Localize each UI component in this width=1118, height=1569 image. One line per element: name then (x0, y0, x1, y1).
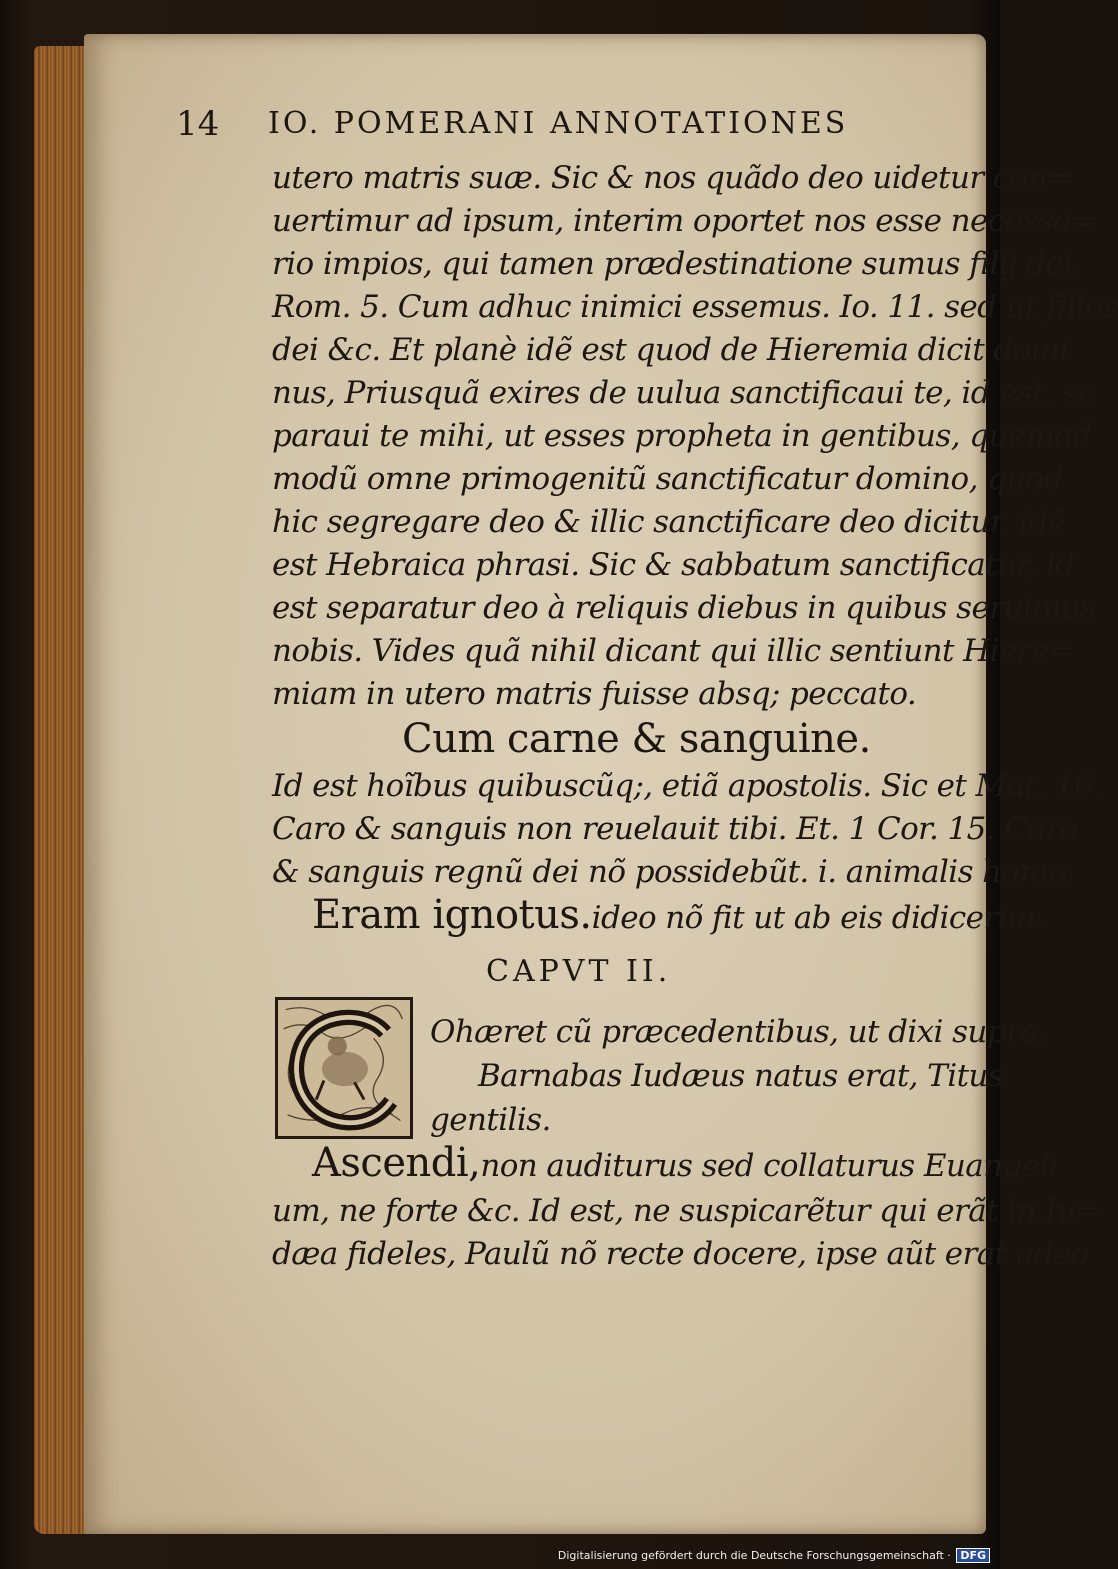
text-line: utero matris suæ. Sic & nos quãdo deo uidetur con= (272, 160, 1073, 196)
text-line: est Hebraica phrasi. Sic & sabbatum sanctificatur, id (272, 547, 1075, 583)
text-line: & sanguis regnũ dei nõ possidebũt. i. animalis homo. (272, 854, 1076, 890)
lemma-line (312, 1140, 1058, 1186)
text-line: miam in utero matris fuisse absq; peccato. (272, 676, 917, 712)
credit-text: Digitalisierung gefördert durch die Deutsche Forschungsgemeinschaft · (557, 1549, 951, 1562)
text-line: dei &c. Et planè idẽ est quod de Hieremia dicit domi (272, 332, 1069, 368)
text-line: hic segregare deo & illic sanctificare deo dicitur, idẽ (272, 504, 1066, 540)
text-line: Ohæret cũ præcedentibus, ut dixi supra. (430, 1014, 1048, 1050)
lemma-heading: Ascendi, (312, 1140, 481, 1186)
text-line: uertimur ad ipsum, interim oportet nos esse necessa= (272, 203, 1097, 239)
decorated-initial (275, 997, 413, 1139)
text-line: nus, Priusquã exires de uulua sanctificaui te, id est, se (272, 375, 1096, 411)
text-line: Caro & sanguis non reuelauit tibi. Et. 1 Cor. 15. Caro (272, 811, 1078, 847)
text-line: modũ omne primogenitũ sanctificatur domino, quod (272, 461, 1064, 497)
text-line: rio impios, qui tamen prædestinatione sumus filij dei. (272, 246, 1082, 282)
text-line: non auditurus sed collaturus Euangeli (480, 1148, 1059, 1184)
text-line: gentilis. (430, 1102, 551, 1138)
text-line: Barnabas Iudæus natus erat, Titus (478, 1058, 1004, 1094)
lemma-heading: Cum carne & sanguine. (402, 716, 871, 762)
page-number: 14 (176, 104, 220, 144)
chapter-heading: CAPVT II. (486, 954, 672, 989)
page-header (176, 104, 916, 148)
text-line: Rom. 5. Cum adhuc inimici essemus. Io. 11. sed ut filios (272, 289, 1118, 325)
text-line: um, ne forte &c. Id est, ne suspicarẽtur qui erãt in Iu= (272, 1193, 1102, 1229)
lemma-line (312, 892, 1045, 938)
dfg-logo: DFG (956, 1548, 990, 1563)
text-line: Id est hoĩbus quibuscũq;, etiã apostolis. Sic et Mat. 16. (272, 768, 1103, 804)
text-line: est separatur deo à reliquis diebus in quibus seruimus (272, 590, 1096, 626)
lemma-gloss: ideo nõ fit ut ab eis didicerim. (591, 900, 1045, 936)
text-line: paraui te mihi, ut esses propheta in gentibus, quemad (272, 418, 1092, 454)
woodcut-initial-c-image (278, 1000, 410, 1136)
text-line: dæa fideles, Paulũ nõ recte docere, ipse aũt erat adeo (272, 1236, 1089, 1272)
running-head: IO. POMERANI ANNOTATIONES (268, 106, 849, 141)
text-line: nobis. Vides quã nihil dicant qui illic sentiunt Hiere= (272, 633, 1074, 669)
digitization-credit (558, 1548, 990, 1563)
lemma-heading: Eram ignotus. (312, 892, 592, 938)
